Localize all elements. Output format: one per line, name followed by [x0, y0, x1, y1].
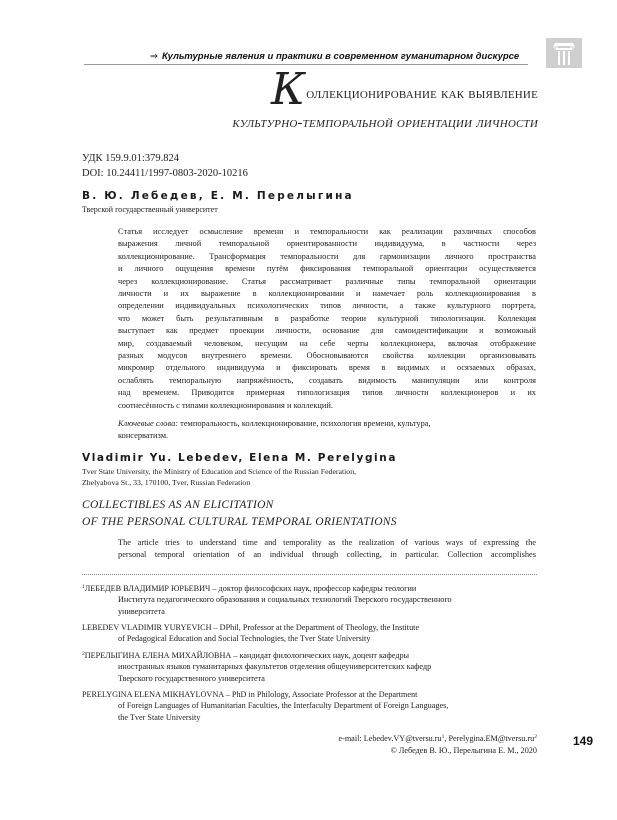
abstract-ru-line: выступает как предмет проекции личности, основание для самоидентификации и возможный	[118, 326, 536, 336]
doi: DOI: 10.24411/1997-0803-2020-10216	[82, 168, 248, 179]
authors-ru: В. Ю. Лебедев, Е. М. Перелыгина	[82, 190, 354, 202]
footnote-text: ПЕРЕЛЫГИНА ЕЛЕНА МИХАЙЛОВНА – кандидат филологических наук, доцент кафедры	[84, 651, 410, 660]
column-capital-icon	[546, 38, 582, 68]
footnote-text: of Pedagogical Education and Social Technologies, the Tver State University	[118, 634, 371, 644]
abstract-ru-line: и личного ощущения времени путём фиксирования темпоральной ориентации осуществляется	[118, 264, 536, 274]
article-title-ru	[118, 64, 538, 132]
email-marker: 2	[534, 734, 537, 740]
footnote-text: ЛЕБЕДЕВ ВЛАДИМИР ЮРЬЕВИЧ – доктор философских наук, профессор кафедры теологии	[84, 584, 417, 593]
abstract-ru-line: разных модусов внутреннего времени. Обосновываются свойства коллекции организовывать	[118, 351, 536, 361]
copyright: © Лебедев В. Ю., Перелыгина Е. М., 2020	[390, 746, 537, 755]
abstract-ru-line: Статья исследует осмысление времени и темпоральности как реализации различных способов	[118, 227, 536, 236]
affiliation-en	[82, 467, 356, 488]
keywords-ru	[118, 418, 536, 443]
title-initial: К	[270, 64, 306, 115]
email-label: e-mail:	[338, 734, 364, 743]
footnote-text: LEBEDEV VLADIMIR YURYEVICH – DPhil, Professor at the Department of Theology, the Institute	[82, 623, 420, 632]
abstract-ru-line: через коллекционирование. Статья рассматривает различные типы темпоральной ориентации	[118, 276, 536, 286]
keywords-line-1: темпоральность, коллекционирование, психология времени, культура,	[178, 419, 431, 428]
running-title: Культурные явления и практики в современном гуманитарном дискурсе	[161, 51, 520, 62]
abstract-ru-line: ослаблять темпоральную напряжённость, создавать видимость манипуляции или контроля	[118, 375, 536, 385]
footnote-text: the Tver State University	[118, 712, 201, 722]
footnote-text: Тверского государственного университета	[118, 673, 265, 683]
udk: УДК 159.9.01:379.824	[82, 153, 179, 164]
arrow-icon: ⇒	[150, 51, 158, 62]
abstract-ru-line: мир, создаваемый человеком, несущим на себе черты коллекционера, включая отображение	[118, 338, 536, 348]
keywords-line-2: консерватизм.	[118, 431, 169, 441]
abstract-en-line: personal temporal orientation of an individual through collecting, in particular. Collection accomplishes	[118, 550, 536, 560]
footnote-text: PERELYGINA ELENA MIKHAYLOVNA – PhD in Philology, Associate Professor at the Department	[82, 690, 418, 699]
abstract-ru-line: определении индивидуальных психологических типов личности, а также культурного портрета,	[118, 301, 536, 311]
abstract-ru-line: личности и их выражение в коллекционировании и намечает роль коллекционирования в	[118, 289, 536, 299]
footnote-en-1	[82, 622, 537, 645]
footnote-text: of Foreign Languages of Humanitarian Faculties, the Interfaculty Department of Foreign Languages,	[118, 701, 449, 711]
footnote-ru-1	[82, 582, 537, 617]
abstract-ru-line: соотнесённость с типами коллекционирования и коллекций.	[118, 400, 333, 410]
footnote-ru-2	[82, 649, 537, 684]
footnote-separator	[82, 574, 537, 575]
abstract-en-line: The article tries to understand time and temporality as the realization of various ways of expressing the	[118, 538, 536, 547]
affiliation-en-line: Zhelyabova St., 33, 170100, Tver, Russian Federation	[82, 477, 251, 487]
email-link-lebedev[interactable]: Lebedev.VY@tversu.ru	[363, 734, 442, 743]
title-line-2: культурно-темпоральной ориентации личности	[232, 115, 538, 131]
article-title-en	[82, 497, 397, 531]
abstract-ru-line: микромир отдельного индивидуума и фиксировать время в видимых и осязаемых образах,	[118, 363, 536, 373]
running-head	[150, 51, 519, 62]
affiliation-en-line: Tver State University, the Ministry of Education and Science of the Russian Federation,	[82, 467, 357, 476]
email-link-perelygina[interactable]: Perelygina.EM@tversu.ru	[448, 734, 535, 743]
email-marker: 1	[441, 734, 445, 740]
header-rule	[84, 64, 528, 65]
footnote-en-2	[82, 689, 537, 723]
abstract-ru-line: над временем. Приводится примерная типологизация типов личности коллекционеров и их	[118, 388, 536, 398]
affiliation-ru: Тверской государственный университет	[82, 205, 218, 214]
footnote-marker: 1	[82, 584, 85, 590]
footnote-text: иностранных языков гуманитарных факультетов отделения общеуниверситетских кафедр	[118, 662, 432, 672]
abstract-ru-line: коллекционирование. Трансформация темпоральности для гармонизации личного пространства	[118, 251, 536, 261]
contact-emails	[338, 734, 537, 743]
title-en-line-2: OF THE PERSONAL CULTURAL TEMPORAL ORIENTATIONS	[82, 516, 397, 528]
page-number: 149	[573, 734, 594, 748]
authors-en: Vladimir Yu. Lebedev, Elena M. Perelygina	[82, 452, 398, 464]
abstract-ru-line: что может быть результативным в разработке теории культурной типологизации. Коллекция	[118, 313, 536, 323]
abstract-en	[118, 537, 536, 562]
title-line-1: оллекционирование как выявление	[306, 86, 538, 102]
email-separator: ,	[444, 734, 449, 743]
keywords-label: Ключевые слова:	[118, 419, 179, 428]
abstract-ru-line: выражения личной темпоральной ориентированности индивидуума, в частности через	[118, 239, 536, 249]
footnote-text: университета	[118, 606, 165, 616]
title-en-line-1: COLLECTIBLES AS AN ELICITATION	[82, 499, 274, 511]
footnote-text: Института педагогического образования и социальных технологий Тверского государственного	[118, 595, 452, 605]
abstract-ru	[118, 226, 536, 412]
footnote-marker: 2	[82, 651, 85, 657]
